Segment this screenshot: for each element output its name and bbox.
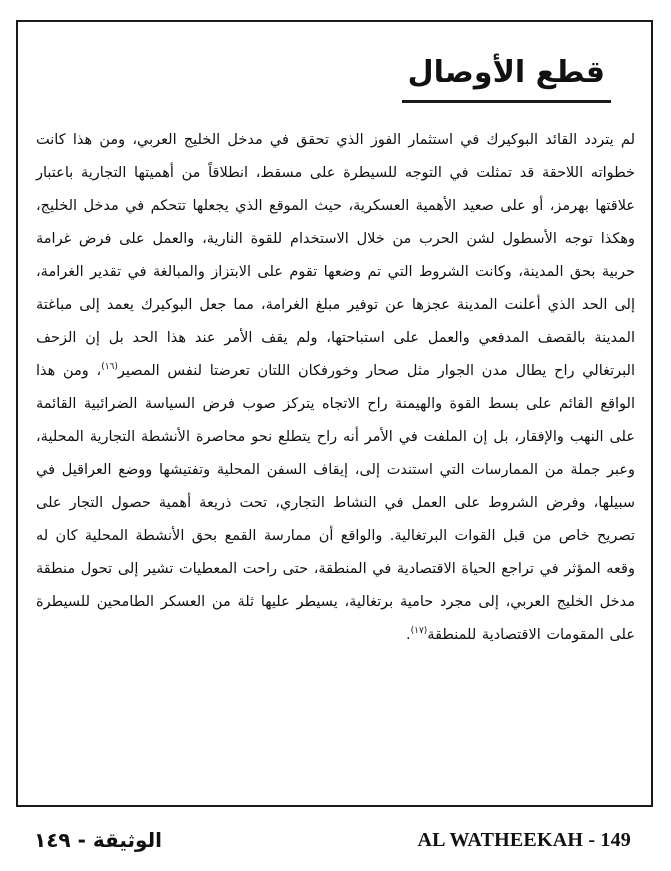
article-body xyxy=(36,124,635,652)
paragraph-end: . xyxy=(405,627,411,643)
footnote-marker: (١٦) xyxy=(101,362,118,373)
footnote-marker: (١٧) xyxy=(410,626,428,637)
footer-arabic-label: الوثيقة - ١٤٩ xyxy=(34,828,162,852)
paragraph-text: ، ومن هذا الواقع القائم على بسط القوة والهيمنة راح الاتجاه يتركز صوب فرض السياسة الضرائبية القائمة على النهب والإفقار، بل إن الملفت في الأمر أنه راح يتطلع نحو محاصرة الأنشطة التجارية المحلية، وعبر جملة من الممارسات التي استندت إلى، إيقاف السفن المحلية وتفتيشها ووضع العراقيل في سبيلها، وفرض الشروط على العمل في النشاط التجاري، تحت ذريعة أهمية حصول التجار على تصريح خاص من قبل القوات البرتغالية. والواقع أن ممارسة القمع بحق الأنشطة المحلية كان له وقعه المؤثر في تراجع الحياة الاقتصادية في المنطقة، حتى راحت المعطيات تشير إلى تحول منطقة مدخل الخليج العربي، إلى مجرد حامية برتغالية، يسيطر عليها ثلة من العسكر الطامحين للسيطرة على المقومات الاقتصادية للمنطقة xyxy=(36,363,635,643)
paragraph-text: لم يتردد القائد البوكيرك في استثمار الفوز الذي تحقق في مدخل الخليج العربي، ومن هذا كانت خطواته اللاحقة قد تمثلت في التوجه للسيطرة على مسقط، انطلاقاً من أهميتها التجارية باعتبار علاقتها بهرمز، أو على صعيد الأهمية العسكرية، حيث الموقع الذي يجعلها تتحكم في مدخل الخليج، وهكذا توجه الأسطول لشن الحرب من خلال الاستخدام للقوة النارية، والعمل على فرض غرامة حربية بحق المدينة، وكانت الشروط التي تم وضعها تقوم على الابتزاز والمبالغة في تقدير الغرامة، إلى الحد الذي أعلنت المدينة عجزها عن توفير مبلغ الغرامة، مما جعل البوكيرك يعمد إلى مباغتة المدينة بالقصف المدفعي والعمل على استباحتها، ولم يقف الأمر عند هذا الحد بل إن الزحف البرتغالي راح يطال مدن الجوار مثل صحار وخورفكان اللتان تعرضتا لنفس المصير xyxy=(36,132,635,379)
footer-english-label: AL WATHEEKAH - 149 xyxy=(417,829,631,851)
title-block xyxy=(402,52,611,103)
page-title: قطع الأوصال xyxy=(402,52,611,103)
